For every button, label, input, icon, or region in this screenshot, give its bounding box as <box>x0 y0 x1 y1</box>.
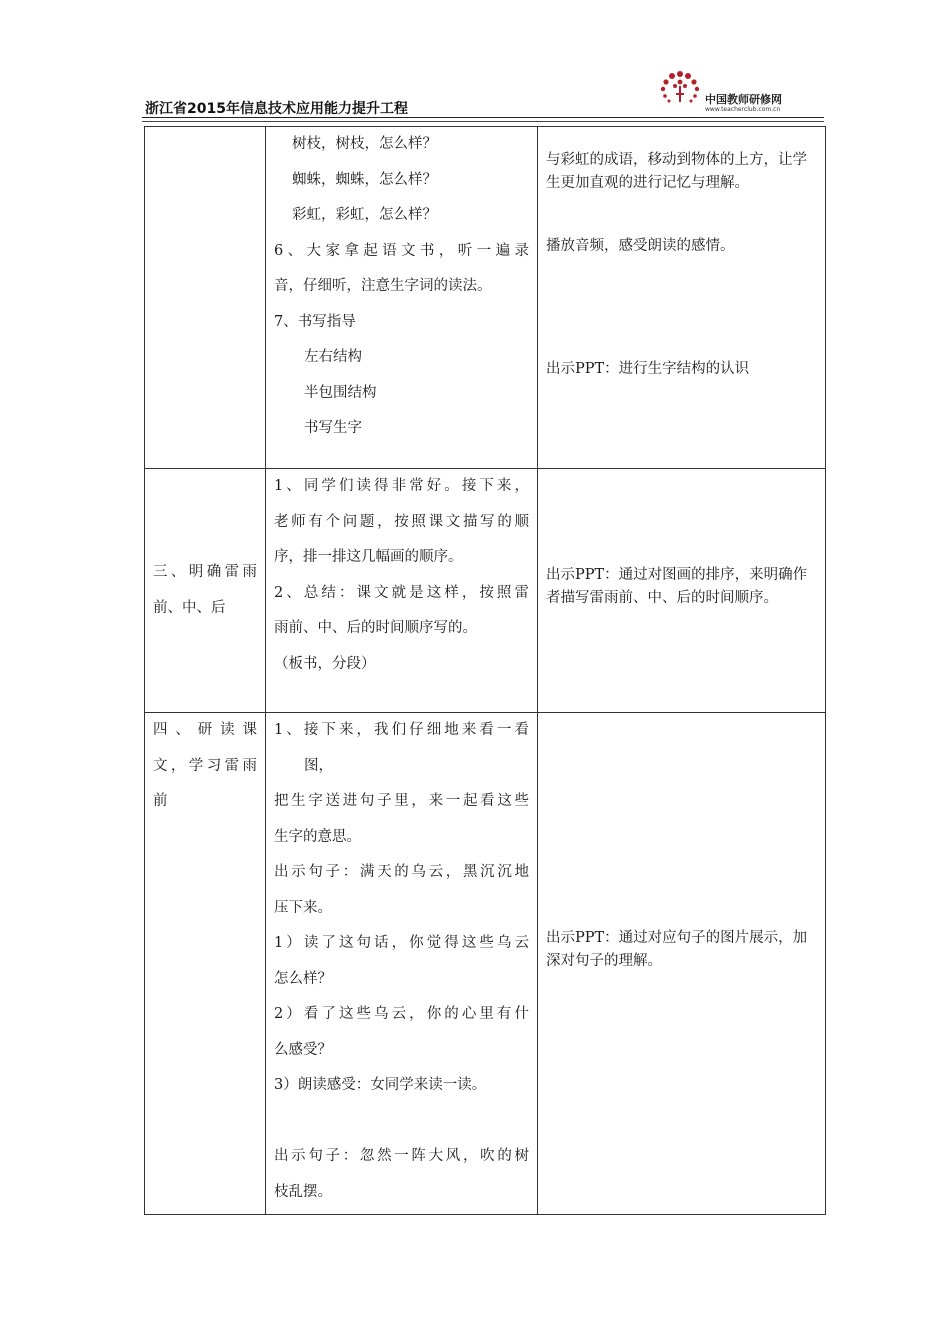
content-cell <box>266 469 538 713</box>
logo-chinese-name: 中国教师研修网 <box>705 93 782 106</box>
content-line: 图， <box>304 757 333 774</box>
header-rule-thin <box>142 121 824 122</box>
content-cell <box>266 127 538 469</box>
content-line: 枝乱摆。 <box>274 1183 332 1200</box>
stage-cell <box>145 127 266 469</box>
note-text: 出示PPT：通过对图画的排序，来明确作者描写雷雨前、中、后的时间顺序。 <box>546 566 808 606</box>
content-line <box>274 1104 529 1140</box>
content-line: 蜘蛛，蜘蛛，怎么样？ <box>292 171 437 188</box>
note-text: 播放音频，感受朗读的感情。 <box>546 238 735 254</box>
content-line: 序，排一排这几幅画的顺序。 <box>274 549 463 565</box>
notes-cell <box>538 469 826 713</box>
content-line: 6、大家拿起语文书，听一遍录 <box>274 242 529 259</box>
stage-line: 前 <box>153 793 168 809</box>
content-line: 出示句子：忽然一阵大风，吹的树 <box>274 1148 529 1164</box>
stage-line: 四、研读课 <box>153 722 257 738</box>
content-line: 压下来。 <box>274 899 332 916</box>
content-line: 1、同学们读得非常好。接下来， <box>274 478 529 494</box>
content-line: 彩虹，彩虹，怎么样？ <box>292 207 437 223</box>
table-row <box>145 127 826 469</box>
content-cell <box>266 713 538 1215</box>
stage-line: 文，学习雷雨 <box>153 757 257 774</box>
teacherclub-logo <box>655 68 805 118</box>
content-line: 树枝，树枝，怎么样？ <box>292 136 437 152</box>
content-line: 音，仔细听，注意生字词的读法。 <box>274 278 492 294</box>
notes-cell <box>538 713 826 1215</box>
header-rule <box>142 117 824 118</box>
note-text: 出示PPT：通过对应句子的图片展示，加深对句子的理解。 <box>546 929 808 969</box>
stage-cell <box>145 713 266 1215</box>
content-line: （板书，分段） <box>274 655 376 672</box>
note-text: 与彩虹的成语，移动到物体的上方，让学生更加直观的进行记忆与理解。 <box>546 152 807 191</box>
content-line: 1、接下来，我们仔细地来看一看 <box>274 722 529 738</box>
content-line: 3）朗读感受：女同学来读一读。 <box>274 1077 487 1093</box>
content-line: 怎么样？ <box>274 970 332 987</box>
content-line: 么感受？ <box>274 1041 332 1058</box>
lesson-plan-table <box>144 126 826 1215</box>
page-header-title: 浙江省2015年信息技术应用能力提升工程 <box>145 101 408 117</box>
content-line: 2）看了这些乌云，你的心里有什 <box>274 1006 529 1022</box>
table-row <box>145 713 826 1215</box>
stage-line: 前、中、后 <box>153 599 226 616</box>
content-line: 老师有个问题，按照课文描写的顺 <box>274 513 529 530</box>
note-text: 出示PPT：进行生字结构的认识 <box>546 361 750 377</box>
content-line: 左右结构 <box>304 349 362 365</box>
content-line: 把生字送进句子里，来一起看这些 <box>274 793 529 809</box>
content-line: 2、总结：课文就是这样，按照雷 <box>274 584 529 601</box>
stage-cell <box>145 469 266 713</box>
content-line: 雨前、中、后的时间顺序写的。 <box>274 620 477 636</box>
notes-cell <box>538 127 826 469</box>
content-line: 7、书写指导 <box>274 313 356 330</box>
content-line: 半包围结构 <box>304 384 377 401</box>
content-line: 出示句子：满天的乌云，黑沉沉地 <box>274 864 529 880</box>
content-line: 生字的意思。 <box>274 828 361 845</box>
table-row <box>145 469 826 713</box>
stage-line: 三、明确雷雨 <box>153 564 257 580</box>
content-line: 书写生字 <box>304 420 362 436</box>
logo-flower-icon <box>655 68 705 108</box>
logo-url: www.teacherclub.com.cn <box>705 106 781 113</box>
content-line: 1）读了这句话，你觉得这些乌云 <box>274 935 529 951</box>
